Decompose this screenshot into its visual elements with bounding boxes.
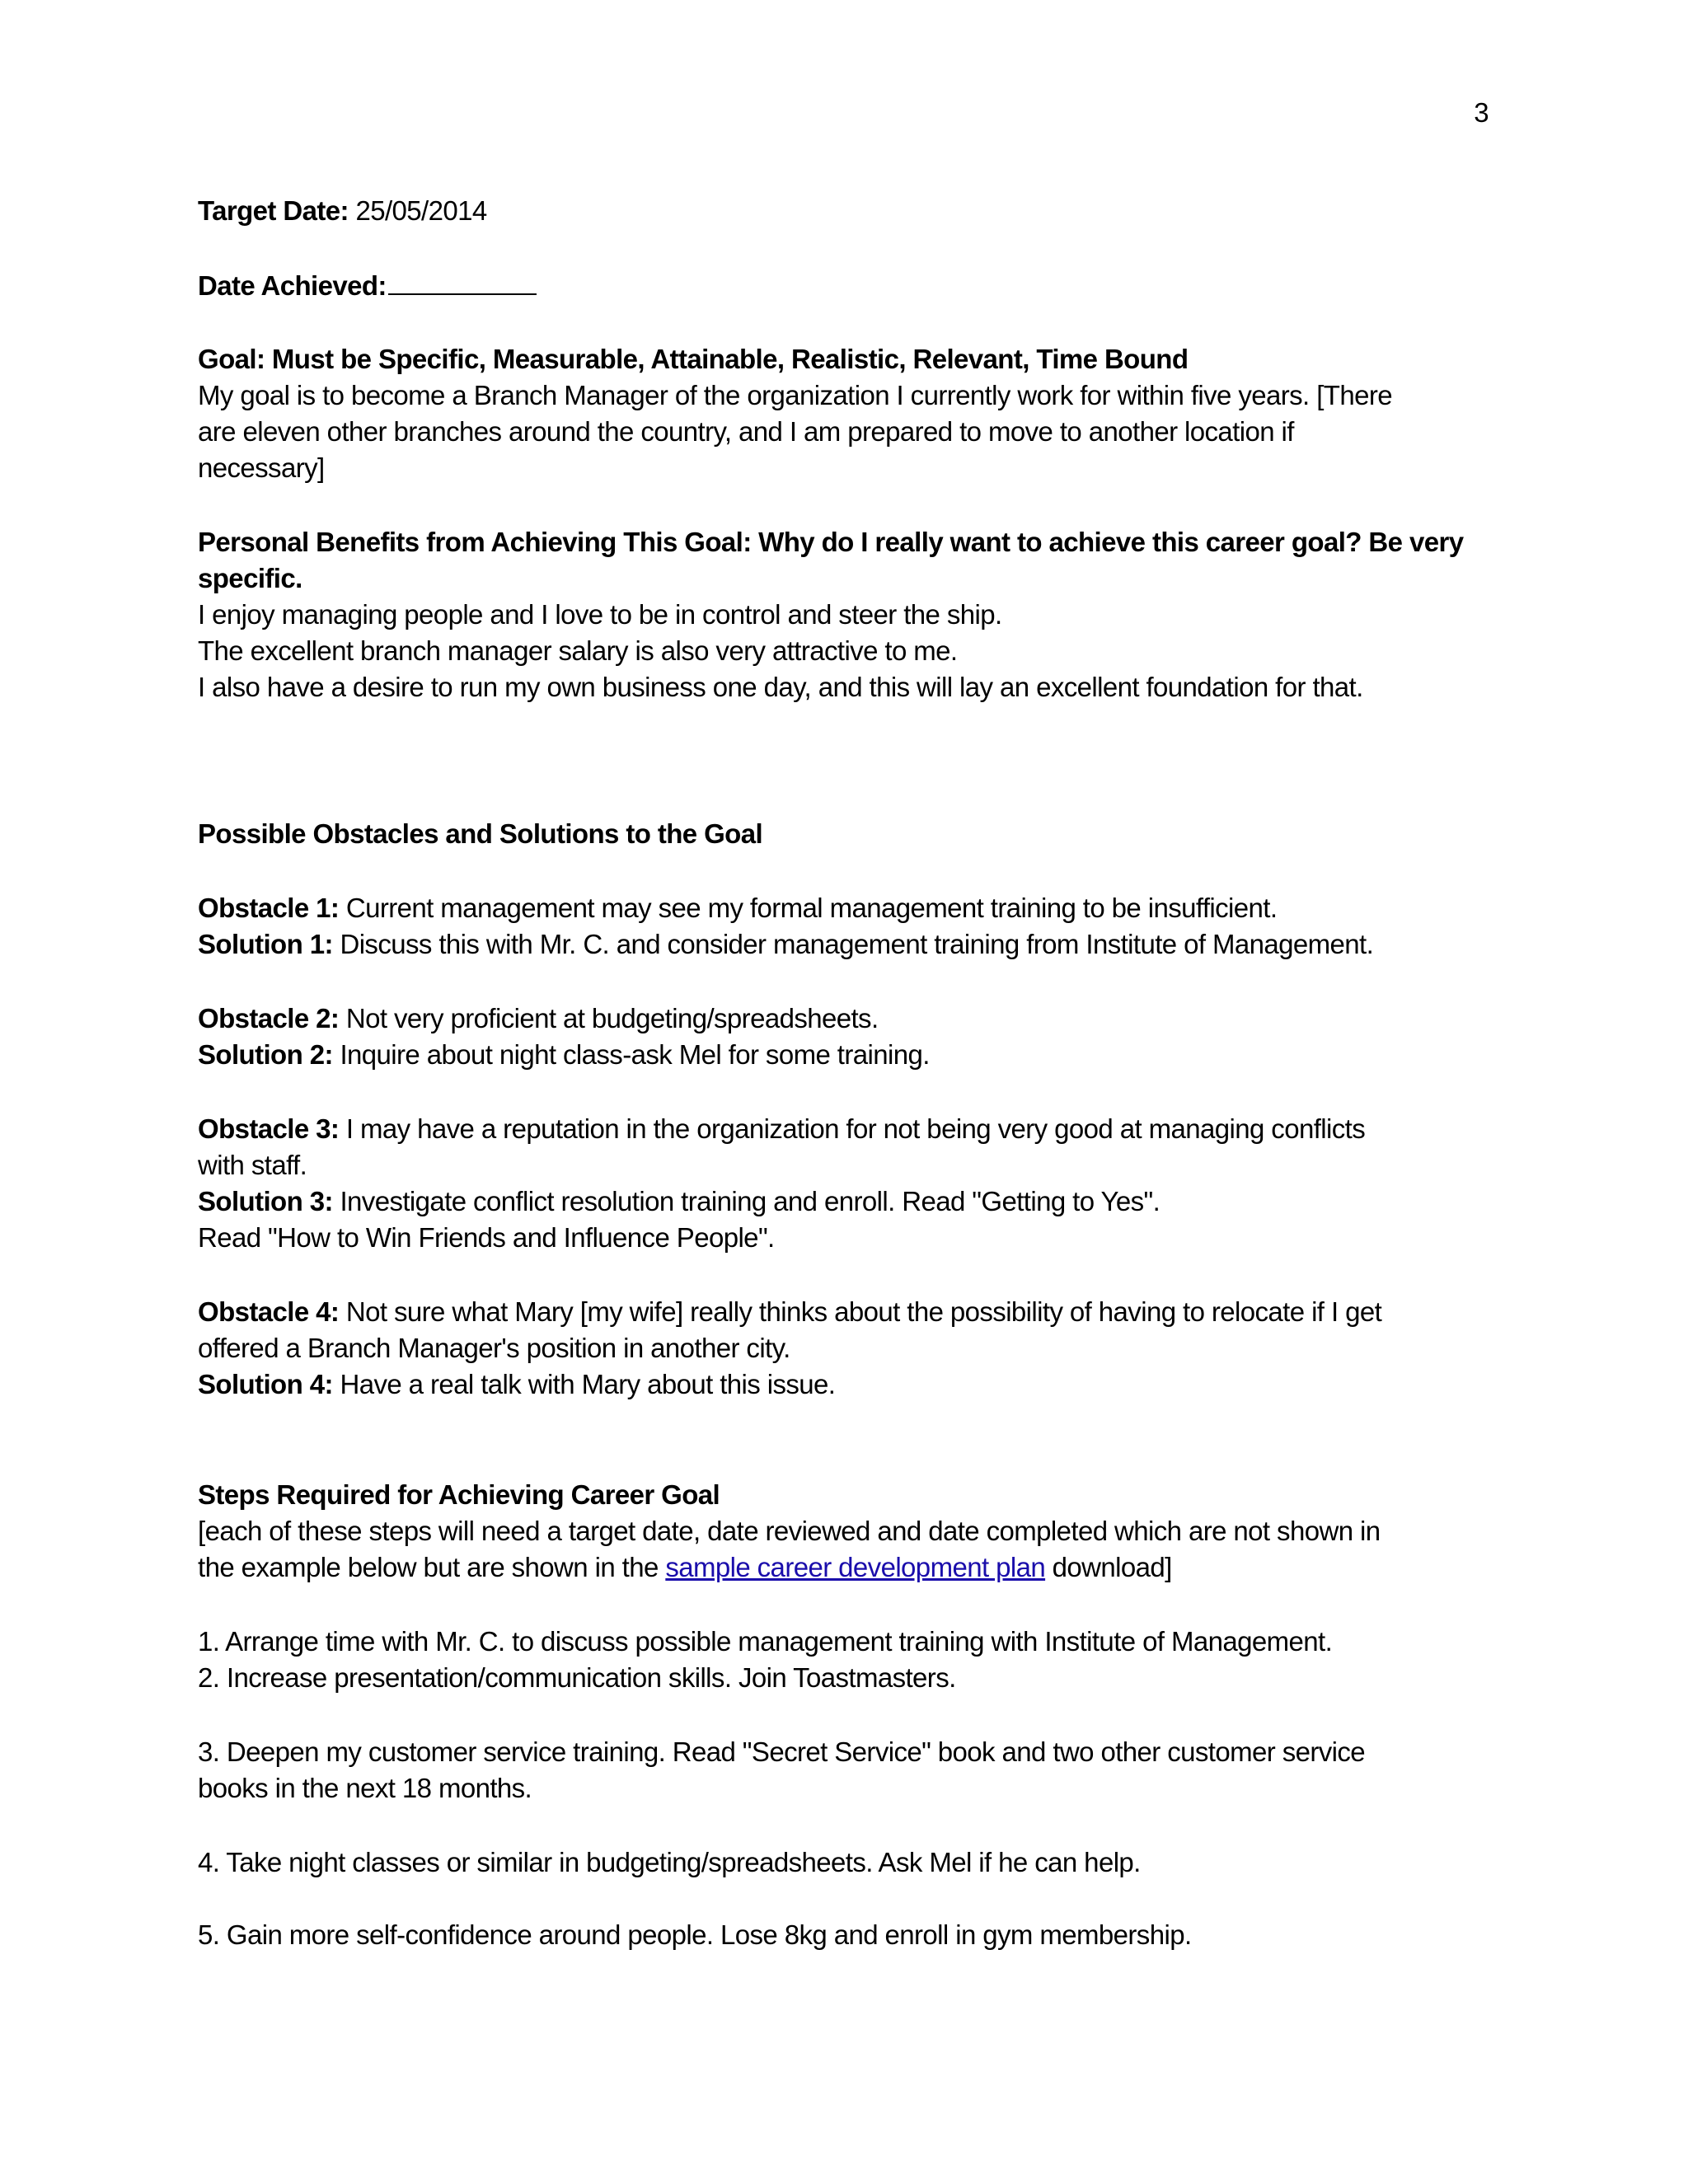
solution-line bbox=[198, 1185, 1160, 1218]
benefits-heading: specific. bbox=[198, 563, 302, 593]
obstacle-text: Not sure what Mary [my wife] really thinks about the possibility of having to relocate if I get bbox=[345, 1296, 1382, 1327]
obstacle-label: Obstacle 4: bbox=[198, 1296, 340, 1327]
obstacle-line bbox=[198, 1002, 879, 1035]
obstacle-label: Obstacle 3: bbox=[198, 1113, 340, 1144]
steps-intro-line: [each of these steps will need a target date, date reviewed and date completed which are not shown in bbox=[198, 1516, 1381, 1546]
steps-intro-line bbox=[198, 1551, 1172, 1584]
goal-text-line: are eleven other branches around the country, and I am prepared to move to another location if bbox=[198, 416, 1294, 447]
obstacle-text: Current management may see my formal management training to be insufficient. bbox=[345, 893, 1278, 923]
goal-text-line: necessary] bbox=[198, 452, 325, 483]
solution-label: Solution 4: bbox=[198, 1369, 333, 1399]
steps-heading: Steps Required for Achieving Career Goal bbox=[198, 1479, 720, 1510]
benefits-heading: Personal Benefits from Achieving This Goal: Why do I really want to achieve this career goal? Be very bbox=[198, 527, 1464, 557]
obstacle-text-continued: offered a Branch Manager's position in another city. bbox=[198, 1333, 790, 1363]
obstacle-line bbox=[198, 1296, 1381, 1329]
step-item: 4. Take night classes or similar in budgeting/spreadsheets. Ask Mel if he can help. bbox=[198, 1847, 1141, 1877]
goal-heading: Goal: Must be Specific, Measurable, Attainable, Realistic, Relevant, Time Bound bbox=[198, 344, 1189, 374]
benefit-line: I also have a desire to run my own business one day, and this will lay an excellent foundation for that. bbox=[198, 672, 1363, 702]
step-item: 1. Arrange time with Mr. C. to discuss possible management training with Institute of Management. bbox=[198, 1626, 1333, 1657]
benefit-line: I enjoy managing people and I love to be in control and steer the ship. bbox=[198, 599, 1002, 630]
target-date-value: 25/05/2014 bbox=[355, 195, 487, 226]
solution-text: Inquire about night class-ask Mel for some training. bbox=[340, 1039, 930, 1070]
steps-intro-text: download] bbox=[1045, 1552, 1172, 1582]
solution-label: Solution 1: bbox=[198, 929, 333, 959]
obstacle-line bbox=[198, 892, 1277, 925]
step-item: 2. Increase presentation/communication skills. Join Toastmasters. bbox=[198, 1662, 956, 1693]
date-achieved-blank bbox=[388, 269, 537, 295]
step-item: 5. Gain more self-confidence around people. Lose 8kg and enroll in gym membership. bbox=[198, 1919, 1192, 1950]
target-date-label: Target Date: bbox=[198, 195, 349, 226]
obstacle-label: Obstacle 1: bbox=[198, 893, 340, 923]
solution-text: Have a real talk with Mary about this issue. bbox=[340, 1369, 836, 1399]
date-achieved-label: Date Achieved: bbox=[198, 270, 387, 301]
page-number: 3 bbox=[1474, 97, 1489, 128]
obstacle-text-continued: with staff. bbox=[198, 1150, 307, 1180]
date-achieved-line bbox=[198, 269, 537, 302]
solution-text: Discuss this with Mr. C. and consider management training from Institute of Management. bbox=[340, 929, 1374, 959]
solution-line bbox=[198, 1368, 835, 1401]
step-item: 3. Deepen my customer service training. Read "Secret Service" book and two other customer service bbox=[198, 1736, 1366, 1767]
sample-career-plan-link[interactable]: sample career development plan bbox=[665, 1552, 1046, 1582]
target-date-line bbox=[198, 194, 487, 227]
obstacle-text: I may have a reputation in the organization for not being very good at managing conflicts bbox=[345, 1113, 1366, 1144]
obstacle-label: Obstacle 2: bbox=[198, 1003, 340, 1033]
solution-label: Solution 3: bbox=[198, 1186, 333, 1216]
solution-line bbox=[198, 1038, 930, 1071]
goal-text-line: My goal is to become a Branch Manager of the organization I currently work for within five years. [There bbox=[198, 380, 1392, 410]
solution-text: Investigate conflict resolution training and enroll. Read "Getting to Yes". bbox=[340, 1186, 1160, 1216]
obstacles-heading: Possible Obstacles and Solutions to the Goal bbox=[198, 818, 763, 849]
obstacle-line bbox=[198, 1113, 1365, 1146]
step-item-continued: books in the next 18 months. bbox=[198, 1773, 532, 1803]
benefit-line: The excellent branch manager salary is also very attractive to me. bbox=[198, 635, 958, 666]
solution-text-continued: Read "How to Win Friends and Influence People". bbox=[198, 1222, 775, 1253]
obstacle-text: Not very proficient at budgeting/spreadsheets. bbox=[345, 1003, 879, 1033]
steps-intro-text: the example below but are shown in the bbox=[198, 1552, 666, 1582]
solution-line bbox=[198, 928, 1373, 961]
solution-label: Solution 2: bbox=[198, 1039, 333, 1070]
